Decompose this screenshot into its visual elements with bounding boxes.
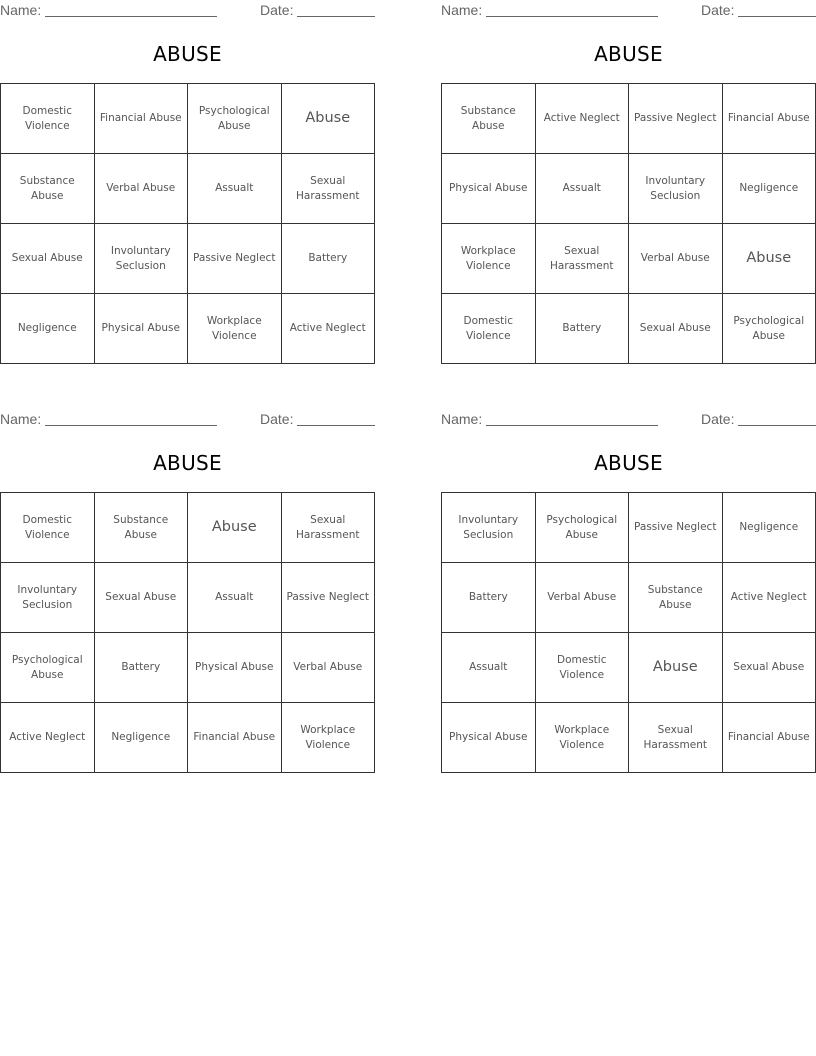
bingo-grid bbox=[0, 492, 375, 773]
date-field[interactable] bbox=[738, 425, 816, 426]
date-field[interactable] bbox=[297, 16, 375, 17]
card-title: ABUSE bbox=[594, 42, 663, 66]
date-label: Date: bbox=[701, 411, 735, 427]
bingo-square[interactable]: Sexual Harassment bbox=[281, 154, 375, 224]
bingo-square[interactable]: Negligence bbox=[722, 493, 816, 563]
bingo-square[interactable]: Assualt bbox=[188, 154, 282, 224]
bingo-square[interactable]: Workplace Violence bbox=[188, 294, 282, 364]
bingo-square[interactable]: Financial Abuse bbox=[722, 703, 816, 773]
bingo-square[interactable]: Domestic Violence bbox=[1, 84, 95, 154]
grid-row bbox=[442, 563, 816, 633]
bingo-square[interactable]: Sexual Abuse bbox=[1, 224, 95, 294]
bingo-square[interactable]: Involuntary Seclusion bbox=[629, 154, 723, 224]
bingo-square[interactable]: Verbal Abuse bbox=[281, 633, 375, 703]
bingo-square[interactable]: Assualt bbox=[188, 563, 282, 633]
bingo-square[interactable]: Involuntary Seclusion bbox=[94, 224, 188, 294]
bingo-square[interactable]: Verbal Abuse bbox=[535, 563, 629, 633]
bingo-square[interactable]: Psychological Abuse bbox=[1, 633, 95, 703]
bingo-square[interactable]: Physical Abuse bbox=[188, 633, 282, 703]
bingo-square[interactable]: Assualt bbox=[442, 633, 536, 703]
bingo-card-1 bbox=[0, 0, 375, 372]
free-square[interactable]: Abuse bbox=[722, 224, 816, 294]
grid-row bbox=[1, 154, 375, 224]
grid-row bbox=[442, 493, 816, 563]
grid-row bbox=[1, 294, 375, 364]
name-field[interactable] bbox=[486, 16, 658, 17]
bingo-square[interactable]: Workplace Violence bbox=[281, 703, 375, 773]
bingo-square[interactable]: Active Neglect bbox=[535, 84, 629, 154]
bingo-square[interactable]: Negligence bbox=[722, 154, 816, 224]
bingo-square[interactable]: Psychological Abuse bbox=[188, 84, 282, 154]
bingo-card-3 bbox=[0, 409, 375, 781]
card-header bbox=[0, 0, 375, 22]
date-label: Date: bbox=[701, 2, 735, 18]
bingo-square[interactable]: Domestic Violence bbox=[1, 493, 95, 563]
bingo-square[interactable]: Sexual Harassment bbox=[535, 224, 629, 294]
name-field[interactable] bbox=[486, 425, 658, 426]
bingo-square[interactable]: Physical Abuse bbox=[442, 703, 536, 773]
grid-row bbox=[1, 703, 375, 773]
bingo-square[interactable]: Involuntary Seclusion bbox=[1, 563, 95, 633]
bingo-square[interactable]: Workplace Violence bbox=[535, 703, 629, 773]
name-label: Name: bbox=[441, 411, 483, 427]
bingo-square[interactable]: Active Neglect bbox=[1, 703, 95, 773]
grid-row bbox=[442, 154, 816, 224]
bingo-square[interactable]: Negligence bbox=[1, 294, 95, 364]
bingo-square[interactable]: Substance Abuse bbox=[442, 84, 536, 154]
grid-row bbox=[1, 84, 375, 154]
bingo-square[interactable]: Financial Abuse bbox=[94, 84, 188, 154]
bingo-square[interactable]: Sexual Abuse bbox=[94, 563, 188, 633]
bingo-square[interactable]: Battery bbox=[535, 294, 629, 364]
bingo-square[interactable]: Substance Abuse bbox=[1, 154, 95, 224]
name-label: Name: bbox=[441, 2, 483, 18]
bingo-grid bbox=[0, 83, 375, 364]
bingo-square[interactable]: Psychological Abuse bbox=[722, 294, 816, 364]
bingo-square[interactable]: Battery bbox=[442, 563, 536, 633]
grid-row bbox=[1, 224, 375, 294]
bingo-square[interactable]: Physical Abuse bbox=[442, 154, 536, 224]
bingo-square[interactable]: Sexual Harassment bbox=[629, 703, 723, 773]
name-label: Name: bbox=[0, 411, 42, 427]
grid-row bbox=[442, 294, 816, 364]
grid-row bbox=[442, 84, 816, 154]
bingo-square[interactable]: Verbal Abuse bbox=[94, 154, 188, 224]
bingo-square[interactable]: Negligence bbox=[94, 703, 188, 773]
bingo-card-4 bbox=[441, 409, 816, 781]
card-title: ABUSE bbox=[153, 42, 222, 66]
bingo-square[interactable]: Battery bbox=[94, 633, 188, 703]
bingo-square[interactable]: Workplace Violence bbox=[442, 224, 536, 294]
grid-row bbox=[442, 224, 816, 294]
name-field[interactable] bbox=[45, 16, 217, 17]
bingo-square[interactable]: Domestic Violence bbox=[535, 633, 629, 703]
card-header bbox=[0, 409, 375, 431]
grid-row bbox=[442, 633, 816, 703]
bingo-square[interactable]: Battery bbox=[281, 224, 375, 294]
grid-row bbox=[1, 493, 375, 563]
date-field[interactable] bbox=[297, 425, 375, 426]
bingo-square[interactable]: Substance Abuse bbox=[94, 493, 188, 563]
bingo-card-2 bbox=[441, 0, 816, 372]
free-square[interactable]: Abuse bbox=[629, 633, 723, 703]
bingo-square[interactable]: Sexual Abuse bbox=[629, 294, 723, 364]
bingo-square[interactable]: Domestic Violence bbox=[442, 294, 536, 364]
free-square[interactable]: Abuse bbox=[281, 84, 375, 154]
bingo-square[interactable]: Passive Neglect bbox=[281, 563, 375, 633]
bingo-square[interactable]: Substance Abuse bbox=[629, 563, 723, 633]
bingo-square[interactable]: Sexual Harassment bbox=[281, 493, 375, 563]
bingo-square[interactable]: Verbal Abuse bbox=[629, 224, 723, 294]
bingo-square[interactable]: Passive Neglect bbox=[629, 84, 723, 154]
bingo-square[interactable]: Involuntary Seclusion bbox=[442, 493, 536, 563]
date-field[interactable] bbox=[738, 16, 816, 17]
card-header bbox=[441, 409, 816, 431]
bingo-square[interactable]: Financial Abuse bbox=[188, 703, 282, 773]
bingo-grid bbox=[441, 83, 816, 364]
grid-row bbox=[442, 703, 816, 773]
card-header bbox=[441, 0, 816, 22]
card-title: ABUSE bbox=[153, 451, 222, 475]
grid-row bbox=[1, 563, 375, 633]
bingo-square[interactable]: Psychological Abuse bbox=[535, 493, 629, 563]
date-label: Date: bbox=[260, 411, 294, 427]
bingo-square[interactable]: Sexual Abuse bbox=[722, 633, 816, 703]
bingo-square[interactable]: Financial Abuse bbox=[722, 84, 816, 154]
bingo-square[interactable]: Assualt bbox=[535, 154, 629, 224]
bingo-square[interactable]: Physical Abuse bbox=[94, 294, 188, 364]
card-title: ABUSE bbox=[594, 451, 663, 475]
name-label: Name: bbox=[0, 2, 42, 18]
bingo-square[interactable]: Passive Neglect bbox=[629, 493, 723, 563]
bingo-square[interactable]: Active Neglect bbox=[281, 294, 375, 364]
bingo-square[interactable]: Active Neglect bbox=[722, 563, 816, 633]
bingo-grid bbox=[441, 492, 816, 773]
date-label: Date: bbox=[260, 2, 294, 18]
grid-row bbox=[1, 633, 375, 703]
free-square[interactable]: Abuse bbox=[188, 493, 282, 563]
bingo-square[interactable]: Passive Neglect bbox=[188, 224, 282, 294]
name-field[interactable] bbox=[45, 425, 217, 426]
